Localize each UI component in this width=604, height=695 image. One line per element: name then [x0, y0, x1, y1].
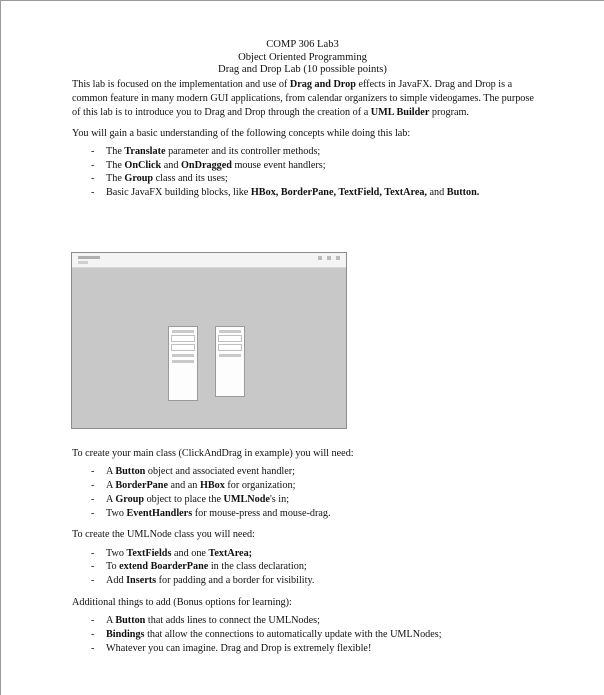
lab-title: Drag and Drop Lab (10 possible points)	[218, 64, 387, 75]
list-item: - Two TextFields and one TextArea;	[72, 547, 534, 561]
course-subject: Object Oriented Programming	[238, 51, 367, 63]
list-item: - Bindings that allow the connections to automatically update with the UMLNodes;	[72, 628, 534, 642]
list-item: - A Group object to place the UMLNode's in;	[72, 493, 534, 507]
list-item: - A Button that adds lines to connect the UMLNodes;	[72, 614, 534, 628]
window-controls	[318, 256, 340, 260]
umlnode-list	[72, 547, 534, 588]
intro-section	[72, 78, 534, 200]
bonus-lead: Additional things to add (Bonus options for learning):	[72, 596, 292, 608]
window-title-placeholder	[78, 256, 100, 259]
list-item: - The OnClick and OnDragged mouse event handlers;	[72, 159, 534, 173]
intro-paragraph: This lab is focused on the implementation and use of Drag and Drop effects in JavaFX. Drag and Drop is a common feature in many modern GUI applications, from calendar organizers to simple videogames. The purpose of this lab is to introduce you to Drag and Drop through the creation of a UML Builder program.	[72, 79, 534, 119]
main-class-list	[72, 465, 534, 520]
concepts-list	[72, 145, 534, 200]
document-header	[1, 1, 604, 77]
list-item: - The Group class and its uses;	[72, 172, 534, 186]
uml-node-preview	[215, 326, 245, 397]
concepts-lead: You will gain a basic understanding of the following concepts while doing this lab:	[72, 127, 411, 139]
list-item: - Basic JavaFX building blocks, like HBox, BorderPane, TextField, TextArea, and Button.	[72, 186, 534, 200]
list-item: - The Translate parameter and its controller methods;	[72, 145, 534, 159]
main-class-section	[72, 447, 534, 656]
list-item: - A Button object and associated event handler;	[72, 465, 534, 479]
window-title-bar	[72, 253, 346, 268]
list-item: - To extend BoarderPane in the class declaration;	[72, 560, 534, 574]
list-item: - Two EventHandlers for mouse-press and mouse-drag.	[72, 507, 534, 521]
main-class-lead: To create your main class (ClickAndDrag in example) you will need:	[72, 448, 354, 459]
course-code: COMP 306 Lab3	[266, 39, 339, 50]
add-button-placeholder	[78, 261, 88, 264]
umlnode-lead: To create the UMLNode class you will need:	[72, 529, 255, 541]
list-item: - A BorderPane and an HBox for organization;	[72, 479, 534, 493]
bonus-list	[72, 614, 534, 655]
uml-node-preview	[168, 326, 198, 401]
list-item: - Add Inserts for padding and a border for visibility.	[72, 574, 534, 588]
list-item: - Whatever you can imagine. Drag and Drop is extremely flexible!	[72, 642, 534, 656]
example-app-screenshot	[71, 252, 347, 429]
